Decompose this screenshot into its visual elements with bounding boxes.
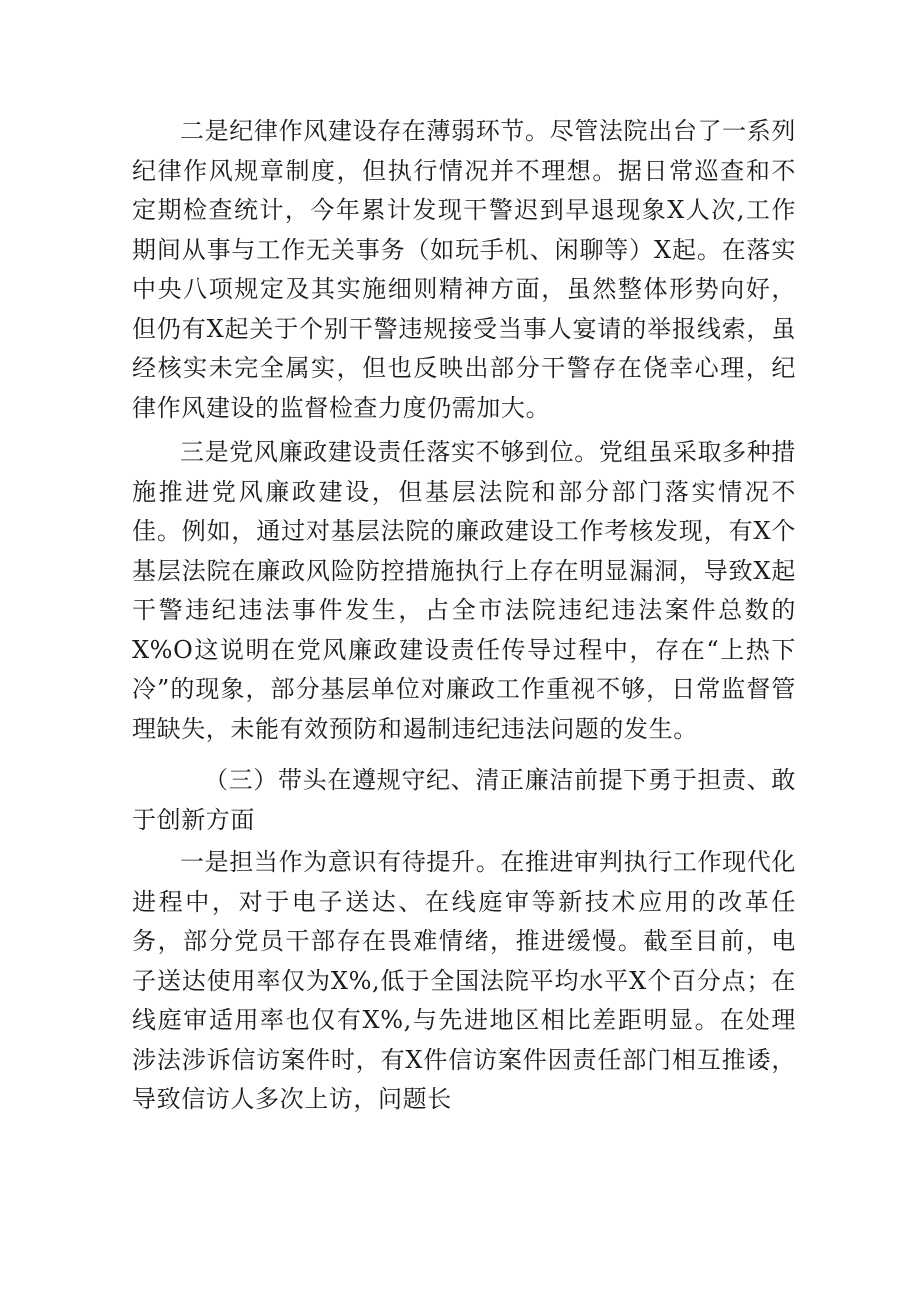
paragraph-party-conduct: 三是党风廉政建设责任落实不够到位。党组虽采取多种措施推进党风廉政建设，但基层法院和部分部门落实情况不佳。例如，通过对基层法院的廉政建设工作考核发现，有X个基层法院在廉政风险防控措施执行上存在明显漏洞，导致X起干警违纪违法事件发生，占全市法院违纪违法案件总数的X%O这说明在党风廉政建设责任传导过程中，存在“上热下冷”的现象，部分基层单位对廉政工作重视不够，日常监督管理缺失，未能有效预防和遏制违纪违法问题的发生。 (132, 438, 796, 743)
document-body (132, 112, 796, 1125)
paragraph-responsibility: 一是担当作为意识有待提升。在推进审判执行工作现代化进程中，对于电子送达、在线庭审等新技术应用的改革任务，部分党员干部存在畏难情绪，推进缓慢。截至目前，电子送达使用率仅为X%,低于全国法院平均水平X个百分点；在线庭审适用率也仅有X%,与先进地区相比差距明显。在处理涉法涉诉信访案件时，有X件信访案件因责任部门相互推诿，导致信访人多次上访，问题长 (132, 848, 796, 1113)
paragraph-discipline-style: 二是纪律作风建设存在薄弱环节。尽管法院出台了一系列纪律作风规章制度，但执行情况并不理想。据日常巡查和不定期检查统计，今年累计发现干警迟到早退现象X人次,工作期间从事与工作无关事务（如玩手机、闲聊等）X起。在落实中央八项规定及其实施细则精神方面，虽然整体形势向好，但仍有X起关于个别干警违规接受当事人宴请的举报线索，虽经核实未完全属实，但也反映出部分干警存在侥幸心理，纪律作风建设的监督检查力度仍需加大。 (132, 117, 796, 422)
section-heading-three: （三）带头在遵规守纪、清正廉洁前提下勇于担责、敢于创新方面 (132, 766, 796, 834)
